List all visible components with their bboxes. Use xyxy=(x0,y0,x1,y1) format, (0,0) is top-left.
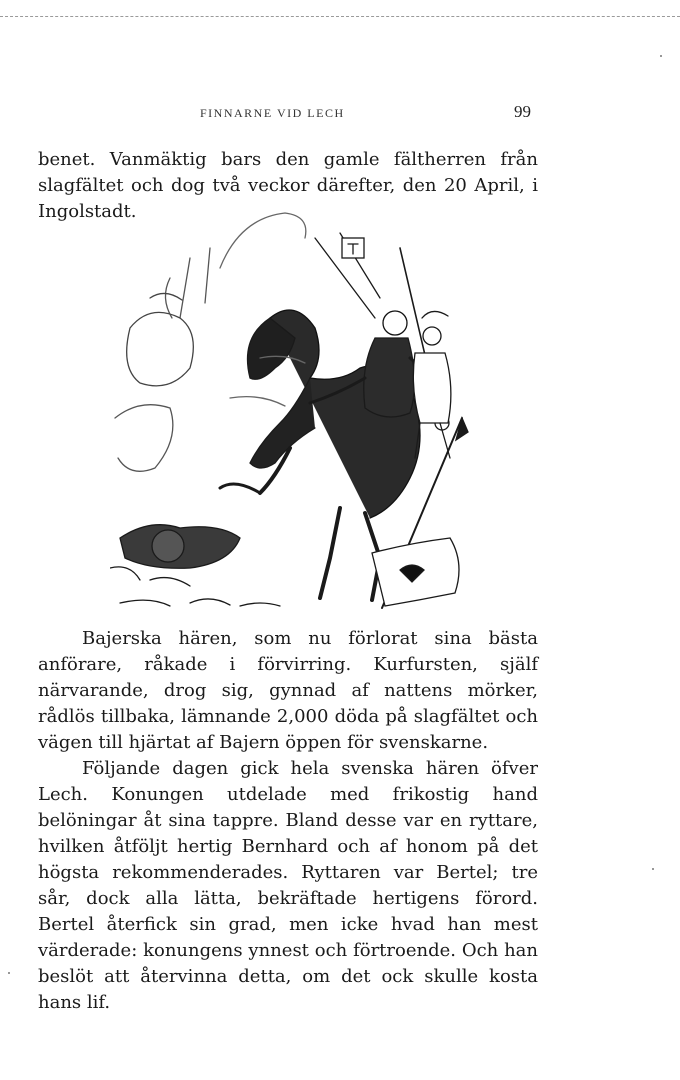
paragraph: Följande dagen gick hela svenska hären öfver Lech. Konungen utdelade med frikostig hand belöningar åt sina tappre. Bland desse var en ryttare, hvilken åtföljt hertig Bernhard och af honom på det högsta rekommenderades. Ryttaren var Bertel; tre sår, dock alla lätta, bekräftade hertigens förord. Bertel återfick sin grad, men icke hvad han mest värderade: konungens ynnest och förtroende. Och han beslöt att återvinna detta, om det ock skulle kosta hans lif. xyxy=(38,758,538,1013)
page-top-edge xyxy=(0,16,680,17)
paragraph: benet. Vanmäktig bars den gamle fältherren från slagfältet och dog två veckor därefter, den 20 April, i Ingolstadt. xyxy=(38,149,538,222)
text-block-middle xyxy=(38,626,538,756)
paper-speck xyxy=(652,868,654,870)
paper-speck xyxy=(8,972,10,974)
engraving-drawing xyxy=(110,208,480,618)
text-block-bottom xyxy=(38,756,538,1016)
paragraph: Bajerska hären, som nu förlorat sina bästa anförare, råkade i förvirring. Kurfursten, själf närvarande, drog sig, gynnad af nattens mörker, rådlös tillbaka, lämnande 2,000 döda på slagfältet och vägen till hjärtat af Bajern öppen för svenskarne. xyxy=(38,628,538,753)
battle-illustration xyxy=(110,208,480,618)
paper-speck xyxy=(660,55,662,57)
page-number: 99 xyxy=(514,102,531,121)
running-title: FINNARNE VID LECH xyxy=(200,106,345,120)
